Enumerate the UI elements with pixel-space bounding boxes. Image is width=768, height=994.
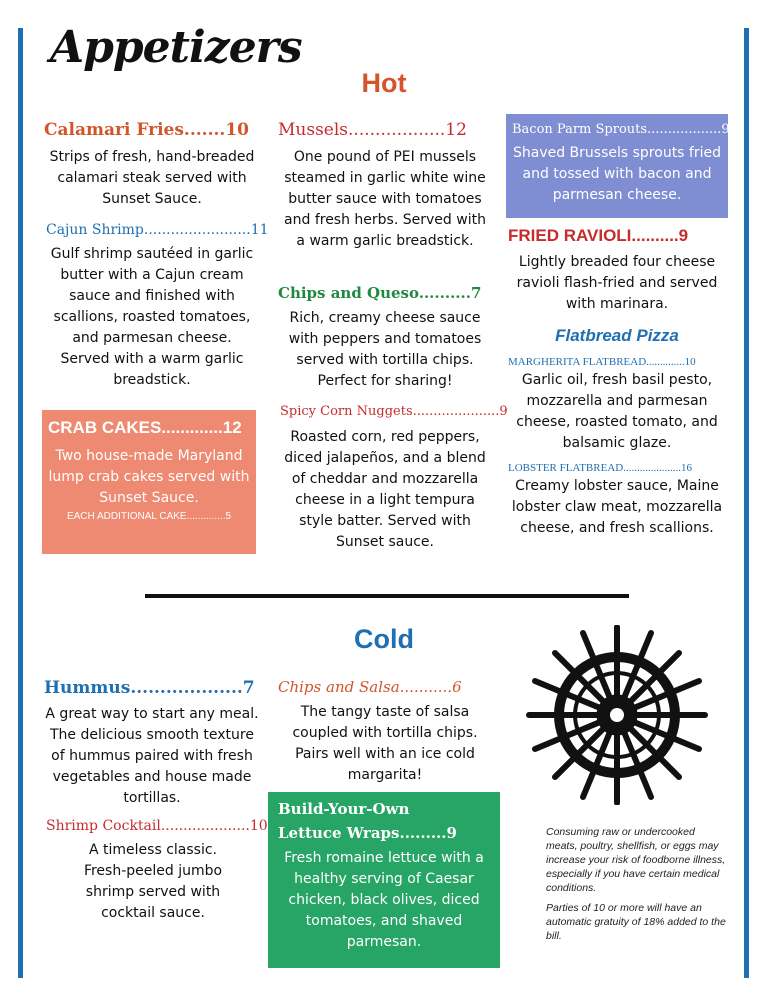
menu-item-margherita	[508, 356, 726, 454]
item-name-line1: Build-Your-Own	[278, 800, 410, 818]
item-description: Shaved Brussels sprouts fried and tossed with bacon and parmesan cheese.	[512, 145, 722, 203]
item-description: Garlic oil, fresh basil pesto, mozzarella and parmesan cheese, roasted tomato, and balsamic glaze.	[516, 372, 718, 451]
item-name: Cajun Shrimp........................11	[46, 222, 269, 238]
item-name: Calamari Fries.......10	[44, 120, 250, 140]
item-name: Mussels..................12	[278, 120, 467, 140]
item-description: Lightly breaded four cheese ravioli flash-fried and served with marinara.	[516, 254, 718, 312]
left-border-stripe	[18, 28, 23, 978]
menu-item-lobster	[508, 462, 726, 539]
right-border-stripe	[744, 28, 749, 978]
hot-heading: Hot	[361, 68, 407, 98]
item-name: MARGHERITA FLATBREAD..............10	[508, 356, 696, 368]
menu-item-bacon-sprouts	[506, 114, 728, 218]
menu-item-fried-ravioli	[508, 226, 726, 315]
party-gratuity-note: Parties of 10 or more will have an automatic gratuity of 18% added to the bill.	[546, 902, 726, 942]
item-description: Roasted corn, red peppers, diced jalapeños, and a blend of cheddar and mozzarella cheese in a light tempura style batter. Served with Sunset sauce.	[284, 429, 486, 550]
item-name: Bacon Parm Sprouts..................9	[512, 122, 730, 137]
menu-item-hummus	[44, 678, 260, 809]
menu-item-mussels	[278, 120, 492, 252]
item-name: Chips and Queso..........7	[278, 284, 482, 302]
menu-item-crab-cakes	[42, 410, 256, 554]
item-description: A great way to start any meal. The delicious smooth texture of hummus paired with fresh vegetables and house made tortillas.	[45, 706, 259, 806]
menu-item-lettuce-wraps	[268, 792, 500, 968]
item-name: LOBSTER FLATBREAD.....................16	[508, 462, 692, 474]
menu-item-chips-salsa	[278, 678, 492, 786]
item-name: Spicy Corn Nuggets.....................9	[280, 404, 508, 419]
item-description: Fresh romaine lettuce with a healthy serving of Caesar chicken, black olives, diced tomatoes, and shaved parmesan.	[284, 850, 484, 950]
item-name: Hummus...................7	[44, 678, 255, 698]
ship-wheel-icon	[520, 625, 714, 805]
section-divider	[145, 594, 629, 598]
item-name: FRIED RAVIOLI..........9	[508, 226, 689, 245]
item-description: The tangy taste of salsa coupled with tortilla chips. Pairs well with an ice cold margarita!	[292, 704, 478, 783]
flatbread-section	[508, 326, 726, 346]
item-description: Creamy lobster sauce, Maine lobster claw meat, mozzarella cheese, and fresh scallions.	[511, 478, 723, 536]
menu-item-corn-nuggets	[280, 404, 508, 553]
page-title: Appetizers	[50, 22, 302, 73]
item-description: One pound of PEI mussels steamed in garlic white wine butter sauce with tomatoes and fresh herbs. Served with a warm garlic breadstick.	[284, 149, 486, 249]
menu-item-shrimp-cocktail	[46, 818, 268, 924]
item-description: A timeless classic. Fresh-peeled jumbo shrimp served with cocktail sauce.	[83, 842, 223, 921]
item-description: Two house-made Maryland lump crab cakes served with Sunset Sauce.	[48, 448, 250, 506]
item-name-line2: Lettuce Wraps.........9	[278, 824, 457, 842]
cold-heading: Cold	[354, 624, 414, 654]
item-name: Shrimp Cocktail....................10	[46, 818, 268, 834]
raw-food-warning: Consuming raw or undercooked meats, poultry, shellfish, or eggs may increase your risk of foodborne illness, especially if you have certain medical conditions.	[546, 826, 726, 894]
menu-item-chips-queso	[278, 284, 492, 392]
menu-item-cajun-shrimp	[46, 222, 269, 391]
item-name: CRAB CAKES.............12	[48, 418, 242, 437]
item-description: Rich, creamy cheese sauce with peppers and tomatoes served with tortilla chips. Perfect for sharing!	[288, 310, 482, 389]
notices	[546, 825, 726, 949]
item-description: Gulf shrimp sautéed in garlic butter with a Cajun cream sauce and finished with scallions, roasted tomatoes, and parmesan cheese. Served with a warm garlic breadstick.	[50, 246, 254, 388]
flatbread-heading: Flatbread Pizza	[555, 326, 679, 345]
item-description: Strips of fresh, hand-breaded calamari steak served with Sunset Sauce.	[49, 149, 255, 207]
menu-item-calamari	[44, 120, 260, 210]
item-addon: EACH ADDITIONAL CAKE..............5	[66, 511, 232, 522]
item-name: Chips and Salsa...........6	[278, 678, 462, 696]
